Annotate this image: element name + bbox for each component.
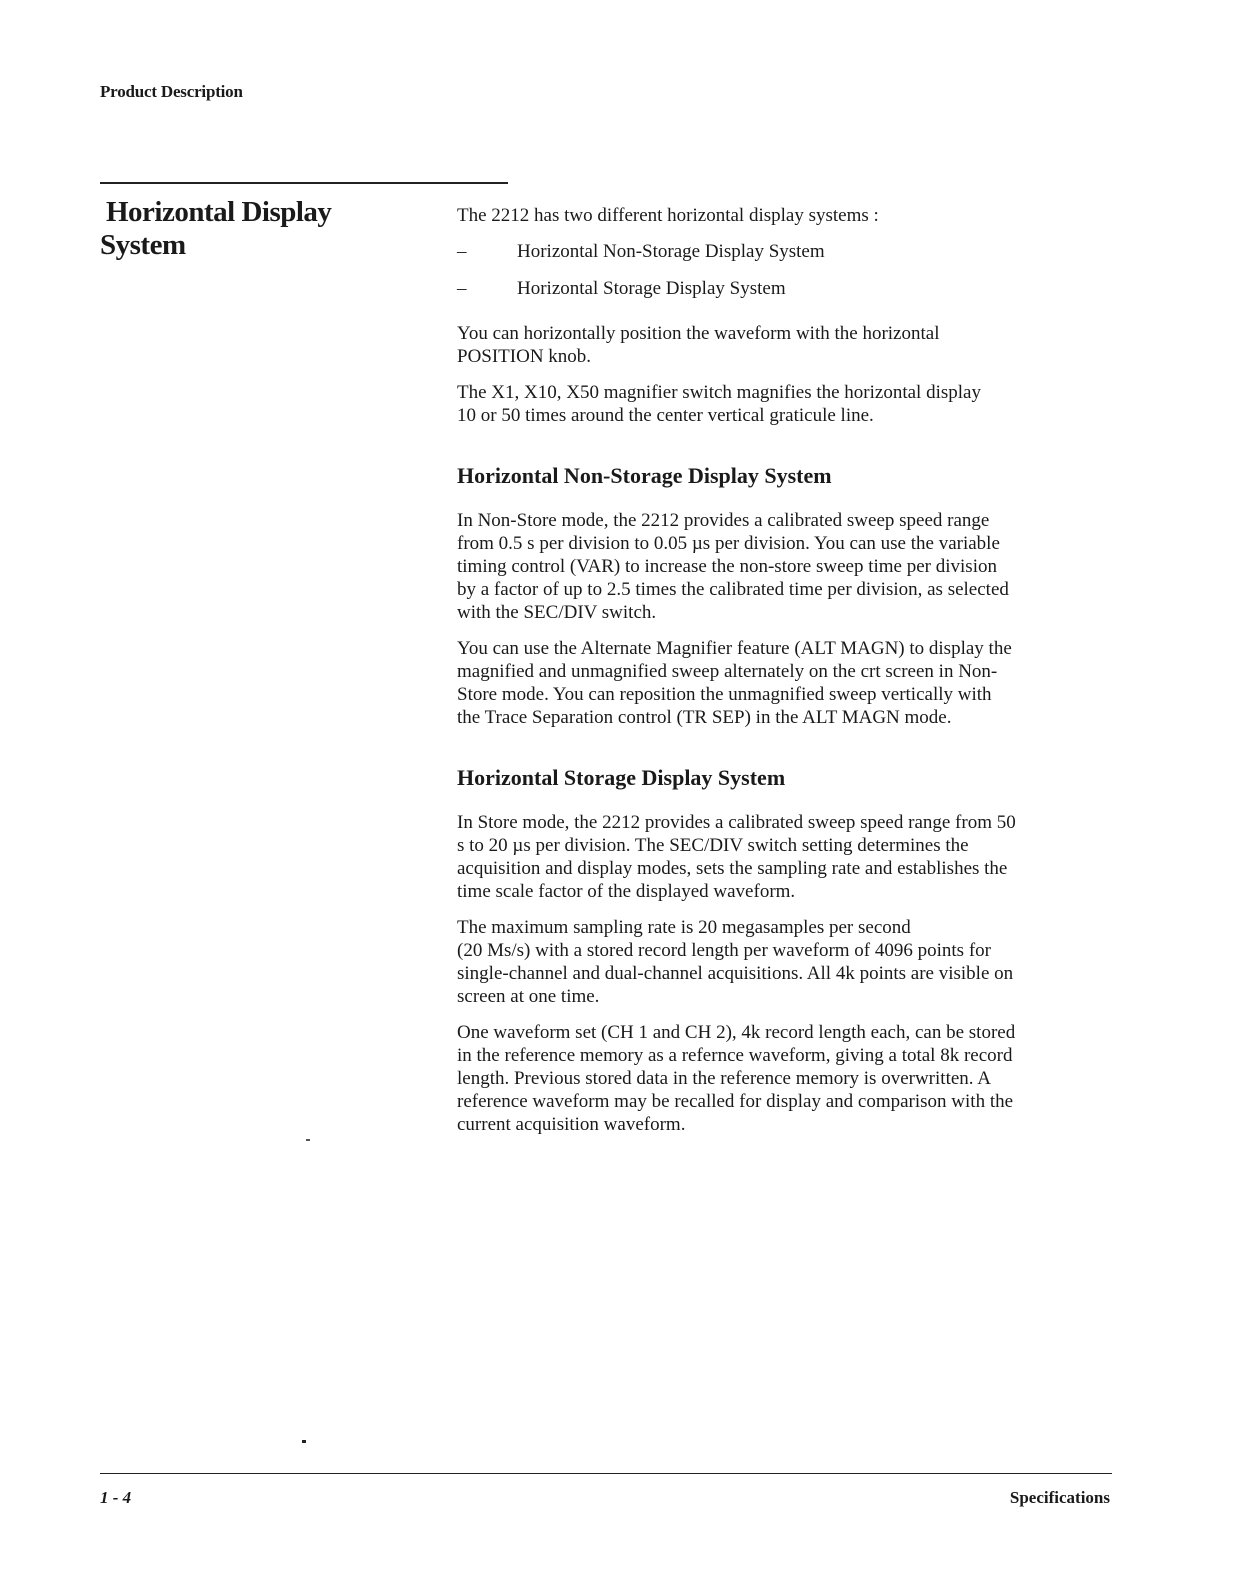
storage-paragraph: In Store mode, the 2212 provides a calibrated sweep speed range from 50 s to 20 µs per division. The SEC/DIV switch setting determines the acquisition and display modes, sets the sampling rate and establishes the time scale factor of the displayed waveform.: [457, 812, 1016, 902]
intro-lead: The 2212 has two different horizontal display systems :: [457, 205, 879, 226]
list-item-text: Horizontal Storage Display System: [517, 278, 786, 299]
side-title: [100, 196, 420, 262]
side-title-line-2: System: [100, 229, 186, 261]
list-item: [457, 277, 1117, 300]
running-head: Product Description: [100, 82, 243, 101]
list-item-text: Horizontal Non-Storage Display System: [517, 241, 825, 262]
intro-paragraph: The X1, X10, X50 magnifier switch magnifies the horizontal display 10 or 50 times around the center vertical graticule line.: [457, 382, 981, 426]
storage-paragraph: One waveform set (CH 1 and CH 2), 4k record length each, can be stored in the reference memory as a refernce waveform, giving a total 8k record length. Previous stored data in the reference memory is overwritten. A reference waveform may be recalled for display and comparison with the current acquisition waveform.: [457, 1022, 1016, 1135]
non-storage-paragraph: You can use the Alternate Magnifier feature (ALT MAGN) to display the magnified and unmagnified sweep alternately on the crt screen in Non- Store mode. You can reposition the unmagnified sweep vertically with the Trace Separation control (TR SEP) in the ALT MAGN mode.: [457, 638, 1012, 728]
list-item: [457, 240, 1117, 263]
footer-rule: [100, 1473, 1112, 1474]
storage-paragraph: The maximum sampling rate is 20 megasamples per second (20 Ms/s) with a stored record length per waveform of 4096 points for single-channel and dual-channel acquisitions. All 4k points are visible on screen at one time.: [457, 917, 1014, 1007]
body-text: [457, 204, 1117, 1149]
dash-bullet: –: [457, 241, 467, 262]
section-top-rule: [100, 182, 508, 184]
dash-bullet: –: [457, 278, 467, 299]
speck-mark: [306, 1139, 310, 1141]
storage-heading: Horizontal Storage Display System: [457, 765, 786, 790]
intro-paragraph: You can horizontally position the waveform with the horizontal POSITION knob.: [457, 323, 940, 367]
page-folio: 1 - 4: [100, 1488, 132, 1507]
speck-mark: [302, 1440, 306, 1443]
display-systems-list: [457, 240, 1117, 300]
side-title-line-1: Horizontal Display: [106, 196, 332, 228]
non-storage-paragraph: In Non-Store mode, the 2212 provides a calibrated sweep speed range from 0.5 s per division to 0.05 µs per division. You can use the variable timing control (VAR) to increase the non-store sweep time per division by a factor of up to 2.5 times the calibrated time per division, as selected with the SEC/DIV switch.: [457, 510, 1009, 623]
non-storage-heading: Horizontal Non-Storage Display System: [457, 463, 832, 488]
footer-section-name: Specifications: [1009, 1488, 1110, 1507]
